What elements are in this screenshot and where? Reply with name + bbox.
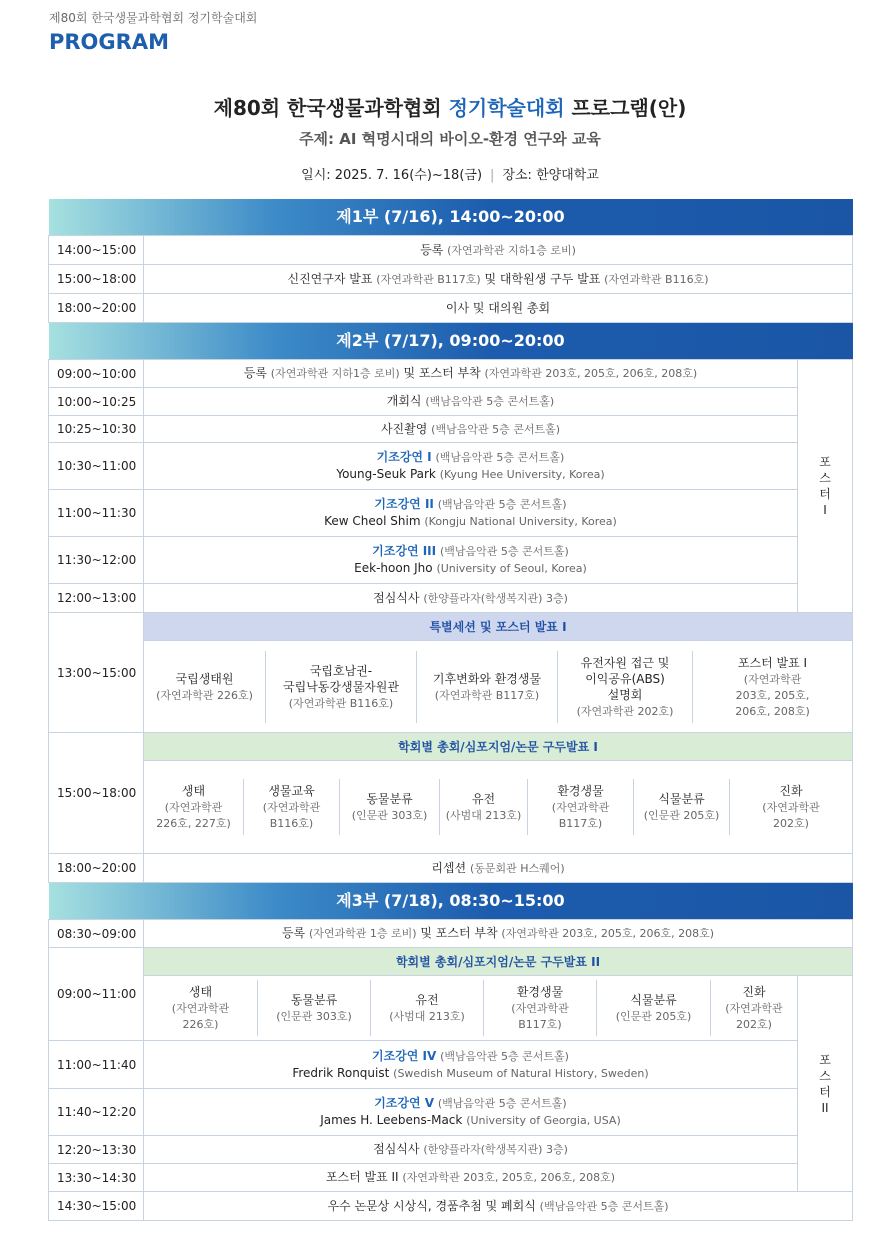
event-cell — [144, 416, 798, 443]
time-cell: 18:00~20:00 — [49, 294, 144, 323]
time-cell: 11:30~12:00 — [49, 537, 144, 584]
table-row — [49, 388, 853, 416]
page-subtitle: 주제: AI 혁명시대의 바이오-환경 연구와 교육 — [299, 130, 601, 148]
table-row — [49, 920, 853, 948]
keynote-cell — [144, 537, 798, 584]
event-name: 점심식사 — [373, 590, 420, 605]
event-name: 개회식 — [386, 394, 422, 408]
event-name: 포스터 발표 II — [325, 1170, 399, 1184]
table-row — [49, 1136, 853, 1164]
session-cell — [417, 651, 558, 723]
time-cell: 09:00~11:00 — [49, 948, 144, 1041]
session-cell — [258, 980, 371, 1036]
society-session-heading: 학회별 총회/심포지엄/논문 구두발표 II — [144, 948, 853, 976]
speaker-affiliation: (Kyung Hee University, Korea) — [439, 468, 605, 481]
table-row — [49, 1164, 853, 1192]
poster-label: 포 스 터 I — [819, 455, 831, 517]
part2-heading: 제2부 (7/17), 09:00~20:00 — [49, 323, 853, 360]
event-name: 등록 — [243, 366, 267, 380]
session-name: 동물분류 — [366, 792, 413, 806]
session-name: 생태 — [181, 784, 206, 798]
table-row — [49, 265, 853, 294]
event-name: 대학원생 구두 발표 — [499, 271, 601, 286]
society-session-grid — [144, 976, 798, 1041]
event-name: 사진촬영 — [380, 421, 428, 436]
event-cell — [144, 920, 853, 948]
session-name: 식물분류 — [630, 993, 677, 1007]
session-location: (자연과학관 203호, 205호, 206호, 208호) — [735, 672, 810, 718]
session-cell — [528, 779, 634, 835]
poster-i-column — [797, 360, 852, 613]
time-cell: 13:00~15:00 — [49, 613, 144, 733]
session-name: 동물분류 — [290, 993, 338, 1007]
society-session-heading: 학회별 총회/심포지엄/논문 구두발표 I — [144, 733, 853, 761]
session-cell — [711, 980, 797, 1036]
keynote-cell — [144, 490, 798, 537]
session-location: (자연과학관 202호) — [576, 704, 674, 718]
time-cell: 10:00~10:25 — [49, 388, 144, 416]
session-location: (인문관 303호) — [351, 809, 428, 822]
event-name: 포스터 부착 — [418, 366, 481, 380]
event-cell — [144, 265, 853, 294]
speaker-name: Fredrik Ronquist — [292, 1065, 390, 1080]
session-location: (사범대 213호) — [445, 809, 522, 822]
event-location: (백남음악관 5층 콘서트홀) — [539, 1199, 669, 1213]
session-cell — [144, 779, 244, 835]
event-cell — [144, 1164, 798, 1192]
keynote-title: 기조강연 II — [374, 497, 434, 511]
session-name: 진화 — [779, 784, 803, 798]
session-location: (자연과학관 B117호) — [551, 801, 610, 830]
date-venue-line — [0, 164, 884, 183]
event-cell — [144, 584, 798, 613]
event-cell — [144, 236, 853, 265]
session-cell — [693, 651, 853, 723]
table-row — [49, 236, 853, 265]
event-cell — [144, 1192, 853, 1221]
speaker-name: Kew Cheol Shim — [324, 514, 421, 528]
session-cell — [144, 980, 258, 1036]
time-cell: 09:00~10:00 — [49, 360, 144, 388]
table-row — [49, 443, 853, 490]
time-cell: 10:25~10:30 — [49, 416, 144, 443]
table-row — [49, 537, 853, 584]
session-table — [144, 980, 797, 1036]
table-row — [49, 948, 853, 976]
event-name: 점심식사 — [373, 1142, 420, 1156]
session-cell — [484, 980, 597, 1036]
time-cell: 15:00~18:00 — [49, 265, 144, 294]
table-row — [49, 1089, 853, 1136]
event-name: 포스터 부착 — [435, 926, 498, 940]
event-location: (백남음악관 5층 콘서트홀) — [440, 1049, 569, 1063]
speaker-affiliation: (Swedish Museum of Natural History, Sweden) — [393, 1066, 649, 1080]
session-cell — [244, 779, 340, 835]
table-row — [49, 1192, 853, 1221]
speaker-name: Eek-hoon Jho — [354, 561, 433, 575]
event-location: (자연과학관 203호, 205호, 206호, 208호) — [501, 927, 715, 940]
part1-header — [49, 199, 853, 236]
session-name: 유전 — [415, 993, 439, 1007]
session-cell — [634, 779, 730, 835]
title-highlight: 정기학술대회 — [448, 96, 565, 120]
session-table — [144, 651, 852, 723]
event-location: (백남음악관 5층 콘서트홀) — [439, 545, 569, 558]
session-location: (자연과학관 202호) — [762, 801, 820, 830]
event-location: (동문회관 H스퀘어) — [469, 861, 565, 875]
session-location: (자연과학관 B117호) — [434, 688, 540, 702]
session-cell — [440, 779, 528, 835]
event-name: 신진연구자 발표 — [287, 271, 373, 286]
page-title — [0, 92, 884, 121]
session-name: 진화 — [742, 985, 766, 999]
time-cell: 10:30~11:00 — [49, 443, 144, 490]
event-location: (자연과학관 1층 로비) — [308, 927, 417, 940]
event-cell — [144, 360, 798, 388]
event-date: 일시: 2025. 7. 16(수)~18(금) — [301, 168, 483, 183]
time-cell: 14:00~15:00 — [49, 236, 144, 265]
event-cell — [144, 388, 798, 416]
society-session-grid — [144, 761, 853, 854]
time-cell: 18:00~20:00 — [49, 854, 144, 883]
session-cell — [144, 651, 266, 723]
session-cell — [597, 980, 711, 1036]
conjunction: 및 — [403, 366, 416, 380]
session-name: 생태 — [188, 985, 213, 999]
speaker-affiliation: (University of Georgia, USA) — [466, 1114, 621, 1127]
event-cell — [144, 854, 853, 883]
event-location: (백남음악관 5층 콘서트홀) — [437, 1097, 567, 1110]
session-location: (인문관 303호) — [276, 1010, 352, 1023]
conjunction: 및 — [484, 271, 497, 286]
session-name: 국립호남권- 국립낙동강생물자원관 — [283, 663, 399, 694]
time-cell: 15:00~18:00 — [49, 733, 144, 854]
event-location: (한양플라자(학생복지관) 3층) — [423, 1143, 568, 1156]
session-location: (자연과학관 B116호) — [262, 801, 321, 830]
table-row — [49, 360, 853, 388]
session-name: 식물분류 — [658, 792, 705, 806]
keynote-cell — [144, 443, 798, 490]
session-name: 환경생물 — [516, 985, 564, 999]
time-cell: 11:40~12:20 — [49, 1089, 144, 1136]
event-location: (자연과학관 지하1층 로비) — [270, 367, 400, 380]
session-name: 생물교육 — [268, 784, 315, 798]
table-row — [49, 761, 853, 854]
time-cell: 13:30~14:30 — [49, 1164, 144, 1192]
time-cell: 08:30~09:00 — [49, 920, 144, 948]
conjunction: 및 — [420, 926, 432, 940]
session-location: (자연과학관 226호, 227호) — [156, 801, 231, 830]
table-row — [49, 1041, 853, 1089]
session-name: 국립생태원 — [175, 671, 234, 686]
event-location: (자연과학관 지하1층 로비) — [447, 243, 576, 257]
time-cell: 11:00~11:40 — [49, 1041, 144, 1089]
speaker-affiliation: (University of Seoul, Korea) — [436, 562, 587, 575]
schedule-table — [48, 199, 853, 1221]
session-cell — [730, 779, 853, 835]
event-location: (자연과학관 B116호) — [604, 272, 709, 286]
event-venue: 장소: 한양대학교 — [502, 168, 599, 183]
session-cell — [266, 651, 417, 723]
event-name: 등록 — [420, 242, 444, 257]
event-location: (백남음악관 5층 콘서트홀) — [435, 451, 565, 464]
poster-ii-column — [797, 976, 852, 1192]
table-row — [49, 294, 853, 323]
session-table — [144, 779, 852, 835]
keynote-title: 기조강연 III — [372, 544, 437, 558]
event-location: (백남음악관 5층 콘서트홀) — [437, 498, 567, 511]
session-cell — [340, 779, 440, 835]
table-row — [49, 490, 853, 537]
speaker-affiliation: (Kongju National University, Korea) — [424, 515, 617, 528]
keynote-cell — [144, 1041, 798, 1089]
part3-heading: 제3부 (7/18), 08:30~15:00 — [49, 883, 853, 920]
divider: | — [490, 168, 495, 183]
table-row — [49, 416, 853, 443]
table-row — [49, 613, 853, 641]
session-location: (사범대 213호) — [389, 1010, 465, 1023]
time-cell: 11:00~11:30 — [49, 490, 144, 537]
event-location: (자연과학관 203호, 205호, 206호, 208호) — [402, 1171, 616, 1184]
time-cell: 12:00~13:00 — [49, 584, 144, 613]
event-location: (백남음악관 5층 콘서트홀) — [431, 422, 560, 436]
title-post: 프로그램(안) — [564, 96, 687, 120]
event-cell: 이사 및 대의원 총회 — [144, 294, 853, 323]
table-row — [49, 854, 853, 883]
event-name: 리셉션 — [431, 860, 467, 875]
session-location: (인문관 205호) — [643, 809, 720, 822]
event-location: (자연과학관 203호, 205호, 206호, 208호) — [484, 367, 698, 380]
table-row — [49, 976, 853, 1041]
table-row — [49, 641, 853, 733]
table-row — [49, 733, 853, 761]
special-session-heading: 특별세션 및 포스터 발표 I — [144, 613, 853, 641]
part3-header — [49, 883, 853, 920]
special-session-grid — [144, 641, 853, 733]
poster-label: 포 스 터 II — [819, 1052, 831, 1115]
session-name: 유전자원 접근 및 이익공유(ABS) 설명회 — [580, 655, 670, 702]
event-location: (백남음악관 5층 콘서트홀) — [425, 395, 555, 408]
keynote-title: 기조강연 IV — [371, 1048, 437, 1063]
session-name: 유전 — [471, 792, 496, 806]
time-cell: 14:30~15:00 — [49, 1192, 144, 1221]
event-location: (자연과학관 B117호) — [376, 272, 481, 286]
event-name: 등록 — [281, 926, 306, 940]
speaker-name: James H. Leebens-Mack — [320, 1113, 463, 1127]
speaker-name: Young-Seuk Park — [336, 467, 436, 481]
session-cell — [371, 980, 484, 1036]
keynote-cell — [144, 1089, 798, 1136]
session-name: 기후변화와 환경생물 — [432, 671, 542, 686]
header-program: PROGRAM — [49, 30, 169, 54]
session-name: 포스터 발표 I — [737, 655, 808, 670]
session-location: (자연과학관 226호) — [171, 1002, 230, 1031]
part2-header — [49, 323, 853, 360]
keynote-title: 기조강연 I — [376, 450, 432, 464]
keynote-title: 기조강연 V — [374, 1096, 435, 1110]
session-location: (인문관 205호) — [615, 1010, 692, 1023]
table-row — [49, 584, 853, 613]
part1-heading: 제1부 (7/16), 14:00~20:00 — [49, 199, 853, 236]
session-location: (자연과학관 B117호) — [511, 1002, 569, 1031]
session-name: 환경생물 — [557, 784, 604, 798]
event-cell — [144, 1136, 798, 1164]
title-pre: 제80회 한국생물과학협회 — [213, 96, 449, 120]
event-name: 우수 논문상 시상식, 경품추첨 및 폐회식 — [327, 1198, 536, 1213]
session-location: (자연과학관 226호) — [156, 688, 253, 702]
session-location: (자연과학관 202호) — [725, 1002, 783, 1031]
header-subtitle: 제80회 한국생물과학협회 정기학술대회 — [49, 11, 258, 25]
session-location: (자연과학관 B116호) — [288, 696, 394, 710]
event-location: (한양플라자(학생복지관) 3층) — [423, 591, 568, 605]
time-cell: 12:20~13:30 — [49, 1136, 144, 1164]
session-cell — [558, 651, 693, 723]
